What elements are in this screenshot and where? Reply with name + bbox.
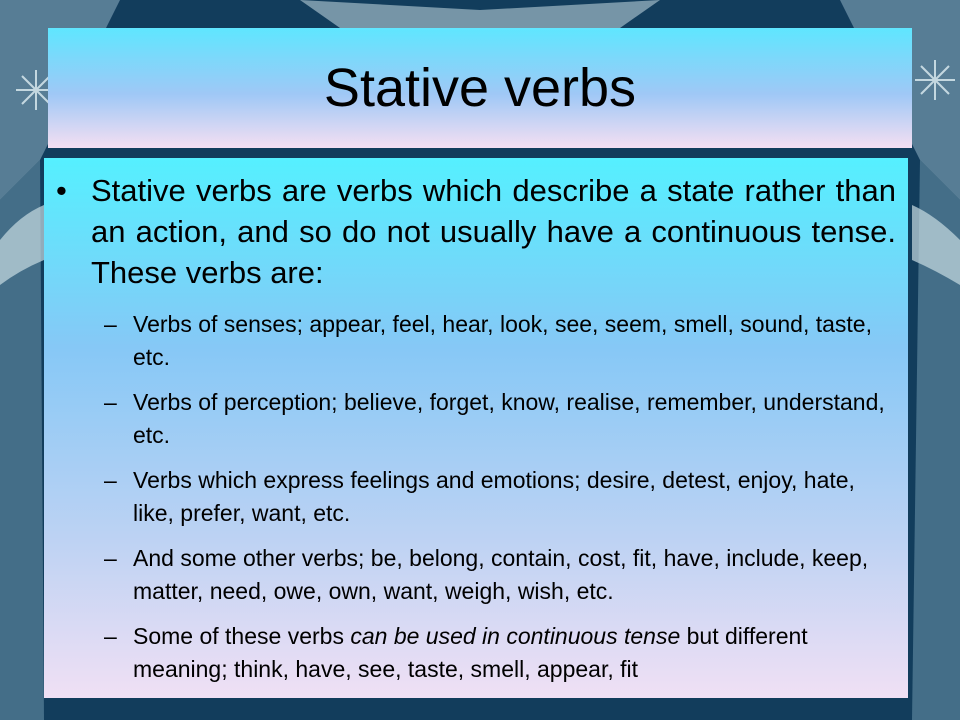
sub-bullet-text: Verbs of perception; believe, forget, know, realise, remember, understand, etc. xyxy=(133,389,885,448)
sub-bullet-text: Verbs of senses; appear, feel, hear, look, see, seem, smell, sound, taste, etc. xyxy=(133,311,872,370)
dash-marker: – xyxy=(104,311,117,337)
text-before: Some of these verbs xyxy=(133,623,351,649)
sub-bullet-senses xyxy=(104,308,899,374)
sub-bullet-text xyxy=(133,620,899,686)
dash-marker: – xyxy=(104,389,117,415)
sub-bullet-text: And some other verbs; be, belong, contain, cost, fit, have, include, keep, matter, need, owe, own, want, weigh, wish, etc. xyxy=(133,545,869,604)
italic-phrase: can be used in continuous tense xyxy=(350,623,681,649)
sub-bullet-list xyxy=(104,308,899,698)
content-panel xyxy=(44,158,908,698)
dash-marker: – xyxy=(104,545,117,571)
bullet-dot: • xyxy=(56,173,67,208)
sub-bullet-perception xyxy=(104,386,899,452)
sub-bullet-feelings xyxy=(104,464,899,530)
slide-title: Stative verbs xyxy=(323,58,637,118)
title-banner xyxy=(48,28,912,148)
main-bullet xyxy=(56,170,896,293)
main-bullet-text: Stative verbs are verbs which describe a state rather than an action, and so do not usually have a continuous tense. These verbs are: xyxy=(91,173,896,290)
sub-bullet-text: Verbs which express feelings and emotions; desire, detest, enjoy, hate, like, prefer, want, etc. xyxy=(133,467,855,526)
dash-marker: – xyxy=(104,623,117,649)
dash-marker: – xyxy=(104,467,117,493)
sub-bullet-other-verbs xyxy=(104,542,899,608)
text-after: but different meaning; think, have, see, taste, smell, appear, fit xyxy=(133,623,808,682)
sub-bullet-continuous-usage xyxy=(104,620,899,686)
